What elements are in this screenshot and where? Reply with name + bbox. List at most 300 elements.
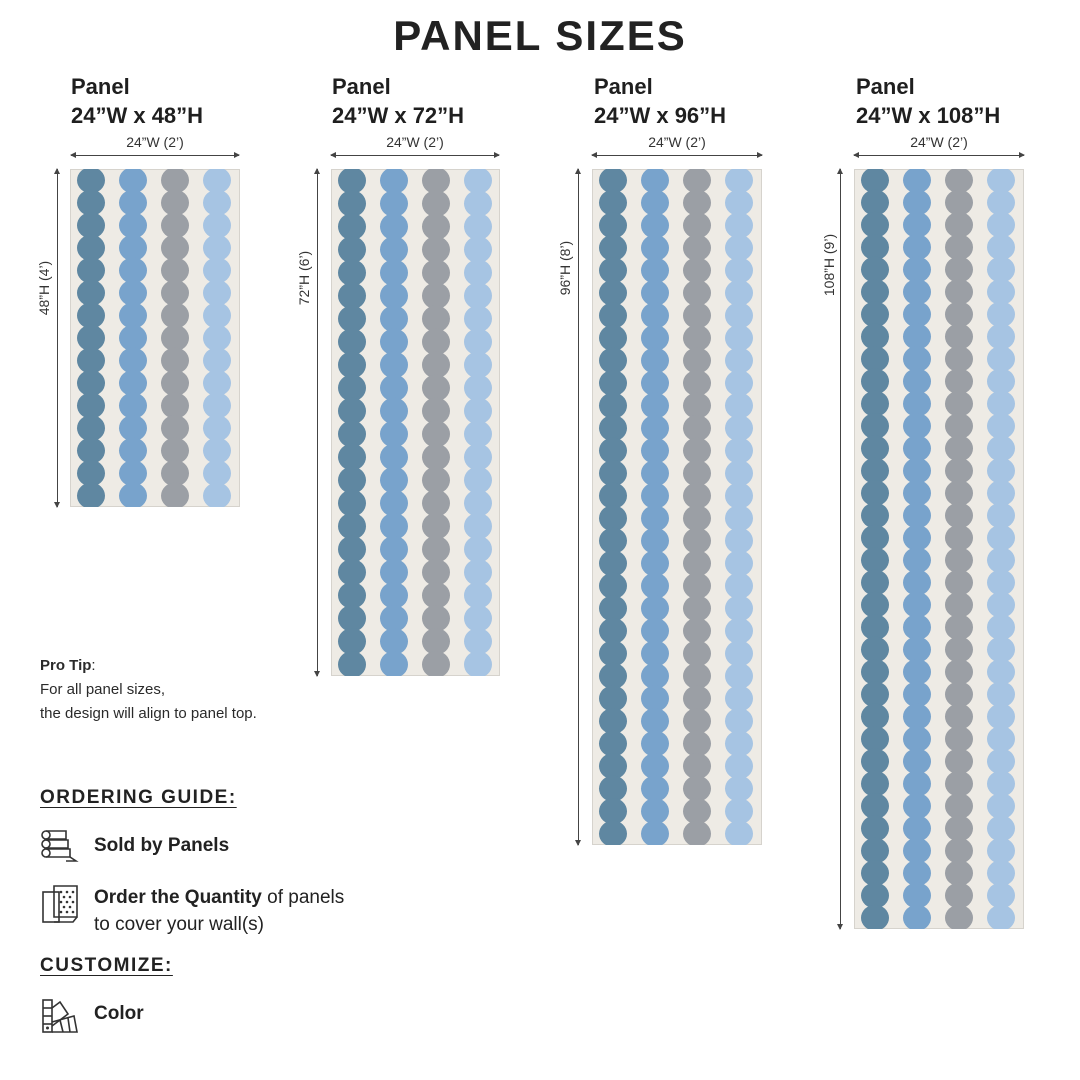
stripe-dot	[422, 213, 450, 240]
stripe-dot	[380, 536, 408, 563]
stripe-dot	[380, 236, 408, 263]
stripe-dot	[683, 798, 711, 824]
panel-3-width-label: 24”W (2’)	[648, 134, 706, 150]
stripe-dot	[861, 726, 889, 752]
stripe-dot	[77, 280, 105, 306]
panel-4-heading	[856, 72, 1000, 130]
panel-4-height-label: 108”H (9’)	[821, 233, 837, 297]
stripe-dot	[422, 605, 450, 632]
stripe-dot	[683, 257, 711, 283]
stripe-dot	[641, 280, 669, 306]
stripe-dot	[945, 525, 973, 551]
stripe-2	[119, 169, 147, 507]
stripe-dot	[161, 190, 189, 216]
stripe-dot	[77, 257, 105, 283]
stripe-dot	[725, 573, 753, 599]
stripe-dot	[641, 370, 669, 396]
stripe-dot	[903, 883, 931, 909]
stripe-dot	[380, 328, 408, 355]
stripe-dot	[725, 370, 753, 396]
stripe-dot	[599, 190, 627, 216]
stripe-dot	[338, 513, 366, 540]
stripe-dot	[380, 628, 408, 655]
panel-2-size: 24”W x 72”H	[332, 103, 465, 128]
guide-item-2-line-2: to cover your wall(s)	[94, 914, 264, 935]
stripe-dot	[861, 614, 889, 640]
stripe-dot	[861, 815, 889, 841]
stripe-dot	[599, 325, 627, 351]
stripe-dot	[119, 347, 147, 373]
stripe-dot	[380, 559, 408, 586]
stripe-dot	[77, 347, 105, 373]
stripe-dot	[945, 681, 973, 707]
stripe-dot	[422, 375, 450, 402]
stripe-dot	[987, 637, 1015, 663]
stripe-dot	[338, 398, 366, 425]
stripe-dot	[203, 190, 231, 216]
stripe-dot	[338, 352, 366, 379]
stripe-dot	[422, 559, 450, 586]
stripe-dot	[903, 592, 931, 618]
stripe-dot	[380, 375, 408, 402]
stripe-dot	[599, 460, 627, 486]
stripe-dot	[903, 525, 931, 551]
stripe-dot	[161, 370, 189, 396]
stripe-dot	[725, 257, 753, 283]
stripe-dot	[77, 235, 105, 261]
stripe-dot	[161, 393, 189, 419]
stripe-dot	[161, 460, 189, 486]
panel-1-size: 24”W x 48”H	[71, 103, 204, 128]
stripe-dot	[464, 513, 492, 540]
stripe-dot	[599, 347, 627, 373]
stripe-dot	[945, 883, 973, 909]
stripe-dot	[861, 346, 889, 372]
stripe-dot	[380, 467, 408, 494]
stripe-dot	[464, 605, 492, 632]
stripe-dot	[903, 726, 931, 752]
stripe-dot	[987, 570, 1015, 596]
stripe-dot	[987, 883, 1015, 909]
stripe-dot	[903, 480, 931, 506]
stripe-dot	[945, 212, 973, 238]
stripe-dot	[725, 190, 753, 216]
wall-panel-icon	[40, 884, 80, 924]
stripe-dot	[903, 368, 931, 394]
stripe-dot	[422, 467, 450, 494]
panel-1-width-label: 24”W (2’)	[126, 134, 184, 150]
stripe-dot	[641, 460, 669, 486]
stripe-dot	[464, 328, 492, 355]
panel-2-width-label: 24”W (2’)	[386, 134, 444, 150]
stripe-dot	[203, 370, 231, 396]
stripe-dot	[380, 213, 408, 240]
stripe-dot	[380, 605, 408, 632]
stripe-dot	[119, 280, 147, 306]
stripe-dot	[903, 324, 931, 350]
stripe-dot	[903, 257, 931, 283]
stripe-dot	[683, 460, 711, 486]
stripe-dot	[725, 415, 753, 441]
stripe-dot	[599, 415, 627, 441]
stripe-dot	[203, 235, 231, 261]
stripe-dot	[683, 640, 711, 666]
stripe-dot	[599, 685, 627, 711]
stripe-dot	[945, 503, 973, 529]
stripe-dot	[861, 525, 889, 551]
stripe-dot	[683, 573, 711, 599]
panel-2-height-arrow	[317, 169, 318, 676]
pro-tip-colon: :	[91, 657, 96, 674]
customize-item-color-label: Color	[94, 1003, 144, 1024]
stripe-dot	[725, 460, 753, 486]
stripe-dot	[987, 190, 1015, 216]
stripe-dot	[599, 776, 627, 802]
stripe-dot	[945, 391, 973, 417]
stripe-dot	[861, 324, 889, 350]
stripe-dot	[464, 490, 492, 517]
panel-1-height-arrow	[57, 169, 58, 507]
panel-2-preview	[331, 169, 500, 676]
stripe-dot	[987, 346, 1015, 372]
stripe-dot	[77, 370, 105, 396]
stripe-dot	[725, 438, 753, 464]
stripe-dot	[77, 325, 105, 351]
stripe-dot	[464, 559, 492, 586]
stripe-dot	[861, 637, 889, 663]
stripe-dot	[987, 301, 1015, 327]
stripe-dot	[683, 483, 711, 509]
stripe-dot	[945, 279, 973, 305]
stripe-dot	[641, 393, 669, 419]
stripe-dot	[641, 302, 669, 328]
stripe-dot	[903, 704, 931, 730]
stripe-dot	[861, 860, 889, 886]
stripe-dot	[338, 259, 366, 286]
stripe-dot	[861, 480, 889, 506]
stripe-dot	[725, 663, 753, 689]
stripe-dot	[903, 413, 931, 439]
stripe-dot	[464, 444, 492, 471]
stripe-dot	[987, 503, 1015, 529]
stripe-dot	[861, 547, 889, 573]
stripe-dot	[987, 525, 1015, 551]
stripe-dot	[641, 595, 669, 621]
stripe-dot	[945, 368, 973, 394]
stripe-dot	[464, 236, 492, 263]
stripe-dot	[683, 618, 711, 644]
pro-tip-line-2: the design will align to panel top.	[40, 705, 257, 722]
panel-2-height-label: 72”H (6’)	[296, 250, 312, 306]
stripe-dot	[725, 235, 753, 261]
stripe-dot	[903, 503, 931, 529]
stripe-dot	[641, 708, 669, 734]
stripe-dot	[380, 421, 408, 448]
stripe-dot	[641, 731, 669, 757]
stripe-dot	[338, 559, 366, 586]
stripe-dot	[338, 375, 366, 402]
stripe-dot	[641, 663, 669, 689]
stripe-dot	[119, 370, 147, 396]
customize-heading: CUSTOMIZE:	[40, 955, 173, 976]
panel-2-label: Panel	[332, 74, 391, 99]
stripe-dot	[161, 325, 189, 351]
stripe-dot	[380, 582, 408, 609]
stripe-dot	[119, 302, 147, 328]
stripe-dot	[903, 547, 931, 573]
stripe-dot	[422, 444, 450, 471]
stripe-dot	[903, 614, 931, 640]
stripe-dot	[641, 505, 669, 531]
stripe-dot	[641, 190, 669, 216]
page-title: PANEL SIZES	[393, 12, 687, 59]
color-swatch-icon	[40, 996, 80, 1036]
panel-3-height-label: 96”H (8’)	[557, 240, 573, 296]
stripe-dot	[641, 483, 669, 509]
stripe-dot	[422, 282, 450, 309]
stripe-dot	[599, 640, 627, 666]
stripe-dot	[641, 325, 669, 351]
stripe-dot	[338, 305, 366, 332]
stripe-dot	[203, 212, 231, 238]
stripe-dot	[77, 393, 105, 419]
stripe-dot	[861, 234, 889, 260]
stripe-dot	[599, 595, 627, 621]
stripe-dot	[903, 279, 931, 305]
stripe-dot	[683, 776, 711, 802]
stripe-dot	[77, 212, 105, 238]
stripe-dot	[725, 212, 753, 238]
stripe-dot	[641, 640, 669, 666]
stripe-dot	[725, 595, 753, 621]
stripe-dot	[203, 347, 231, 373]
stripe-dot	[464, 305, 492, 332]
stripe-dot	[338, 490, 366, 517]
stripe-dot	[641, 798, 669, 824]
panel-3-height-arrow	[578, 169, 579, 845]
stripe-dot	[945, 190, 973, 216]
stripe-dot	[987, 771, 1015, 797]
stripe-dot	[599, 393, 627, 419]
stripe-dot	[725, 505, 753, 531]
stripe-dot	[987, 860, 1015, 886]
stripe-dot	[903, 771, 931, 797]
guide-item-sold-by-panels	[40, 828, 229, 868]
stripe-dot	[599, 708, 627, 734]
panel-3-label: Panel	[594, 74, 653, 99]
rolls-icon	[40, 828, 80, 868]
stripe-dot	[338, 467, 366, 494]
stripe-dot	[464, 536, 492, 563]
stripe-dot	[861, 391, 889, 417]
stripe-dot	[380, 190, 408, 217]
stripe-dot	[683, 528, 711, 554]
stripe-4	[203, 169, 231, 507]
stripe-dot	[161, 347, 189, 373]
guide-item-1-bold: Sold by Panels	[94, 835, 230, 856]
stripe-dot	[987, 726, 1015, 752]
stripe-dot	[641, 235, 669, 261]
stripe-dot	[203, 393, 231, 419]
stripe-dot	[338, 213, 366, 240]
stripe-dot	[683, 302, 711, 328]
stripe-dot	[119, 438, 147, 464]
stripe-dot	[464, 213, 492, 240]
stripe-dot	[903, 815, 931, 841]
stripe-dot	[861, 659, 889, 685]
panel-1-height-label: 48”H (4’)	[36, 260, 52, 316]
stripe-dot	[338, 236, 366, 263]
stripe-3	[161, 169, 189, 507]
stripe-dot	[464, 582, 492, 609]
stripe-dot	[683, 685, 711, 711]
stripe-dot	[861, 681, 889, 707]
stripe-dot	[683, 550, 711, 576]
stripe-dot	[987, 659, 1015, 685]
stripe-dot	[725, 731, 753, 757]
panel-4-width-label: 24”W (2’)	[910, 134, 968, 150]
stripe-dot	[599, 731, 627, 757]
stripe-dot	[903, 793, 931, 819]
stripe-dot	[683, 505, 711, 531]
stripe-dot	[987, 435, 1015, 461]
stripe-dot	[945, 748, 973, 774]
stripe-dot	[861, 212, 889, 238]
stripe-dot	[203, 280, 231, 306]
stripe-dot	[338, 605, 366, 632]
stripe-dot	[987, 547, 1015, 573]
stripe-dot	[903, 458, 931, 484]
stripe-dot	[945, 435, 973, 461]
stripe-dot	[599, 663, 627, 689]
stripe-dot	[725, 393, 753, 419]
stripe-dot	[599, 505, 627, 531]
stripe-dot	[861, 435, 889, 461]
stripe-dot	[641, 438, 669, 464]
stripe-dot	[945, 793, 973, 819]
stripe-dot	[683, 280, 711, 306]
stripe-dot	[119, 257, 147, 283]
stripe-dot	[422, 352, 450, 379]
stripe-dot	[725, 550, 753, 576]
stripe-dot	[119, 212, 147, 238]
stripe-dot	[945, 413, 973, 439]
pro-tip-label: Pro Tip	[40, 657, 92, 674]
stripe-dot	[77, 302, 105, 328]
panel-2-width-arrow	[331, 155, 499, 156]
stripe-dot	[861, 793, 889, 819]
stripe-dot	[725, 347, 753, 373]
stripe-dot	[987, 234, 1015, 260]
stripe-dot	[338, 282, 366, 309]
stripe-dot	[641, 528, 669, 554]
stripe-dot	[903, 301, 931, 327]
stripe-dot	[861, 301, 889, 327]
stripe-dot	[725, 798, 753, 824]
stripe-dot	[338, 421, 366, 448]
panel-1-label: Panel	[71, 74, 130, 99]
stripe-dot	[161, 280, 189, 306]
stripe-dot	[422, 513, 450, 540]
stripe-dot	[464, 467, 492, 494]
stripe-dot	[861, 592, 889, 618]
stripe-dot	[422, 236, 450, 263]
guide-item-2-bold: Order the Quantity	[94, 887, 262, 908]
stripe-dot	[945, 547, 973, 573]
stripe-dot	[161, 235, 189, 261]
stripe-dot	[987, 391, 1015, 417]
stripe-dot	[987, 592, 1015, 618]
stripe-dot	[861, 368, 889, 394]
stripe-dot	[903, 212, 931, 238]
stripe-dot	[725, 640, 753, 666]
stripe-dot	[861, 458, 889, 484]
stripe-dot	[161, 212, 189, 238]
stripe-dot	[945, 346, 973, 372]
stripe-dot	[861, 704, 889, 730]
panel-1-heading	[71, 72, 203, 130]
stripe-dot	[903, 659, 931, 685]
stripe-dot	[203, 460, 231, 486]
stripe-dot	[683, 235, 711, 261]
stripe-dot	[945, 860, 973, 886]
stripe-dot	[683, 753, 711, 779]
stripe-dot	[945, 570, 973, 596]
stripe-dot	[422, 259, 450, 286]
customize-item-color	[40, 996, 144, 1036]
stripe-dot	[903, 346, 931, 372]
stripe-dot	[338, 444, 366, 471]
panel-4-preview	[854, 169, 1024, 929]
stripe-dot	[422, 582, 450, 609]
stripe-dot	[338, 628, 366, 655]
stripe-dot	[987, 815, 1015, 841]
stripe-dot	[683, 438, 711, 464]
stripe-dot	[641, 212, 669, 238]
stripe-dot	[903, 190, 931, 216]
stripe-dot	[422, 305, 450, 332]
stripe-dot	[987, 212, 1015, 238]
stripe-dot	[464, 259, 492, 286]
stripe-dot	[683, 415, 711, 441]
stripe-dot	[380, 305, 408, 332]
stripe-dot	[861, 771, 889, 797]
stripe-dot	[945, 257, 973, 283]
stripe-dot	[903, 681, 931, 707]
stripe-dot	[380, 352, 408, 379]
stripe-dot	[464, 352, 492, 379]
stripe-dot	[77, 438, 105, 464]
stripe-dot	[422, 536, 450, 563]
stripe-dot	[641, 257, 669, 283]
stripe-dot	[903, 637, 931, 663]
panel-1-preview	[70, 169, 240, 507]
stripe-dot	[599, 280, 627, 306]
stripe-dot	[599, 573, 627, 599]
stripe-dot	[945, 324, 973, 350]
stripe-dot	[119, 235, 147, 261]
stripe-dot	[725, 708, 753, 734]
stripe-dot	[987, 838, 1015, 864]
stripe-dot	[903, 860, 931, 886]
stripe-dot	[861, 279, 889, 305]
panel-1-width-arrow	[71, 155, 239, 156]
stripe-dot	[945, 659, 973, 685]
stripe-dot	[945, 301, 973, 327]
stripe-dot	[77, 415, 105, 441]
guide-item-2-text: of panels	[261, 887, 345, 908]
stripe-dot	[599, 257, 627, 283]
